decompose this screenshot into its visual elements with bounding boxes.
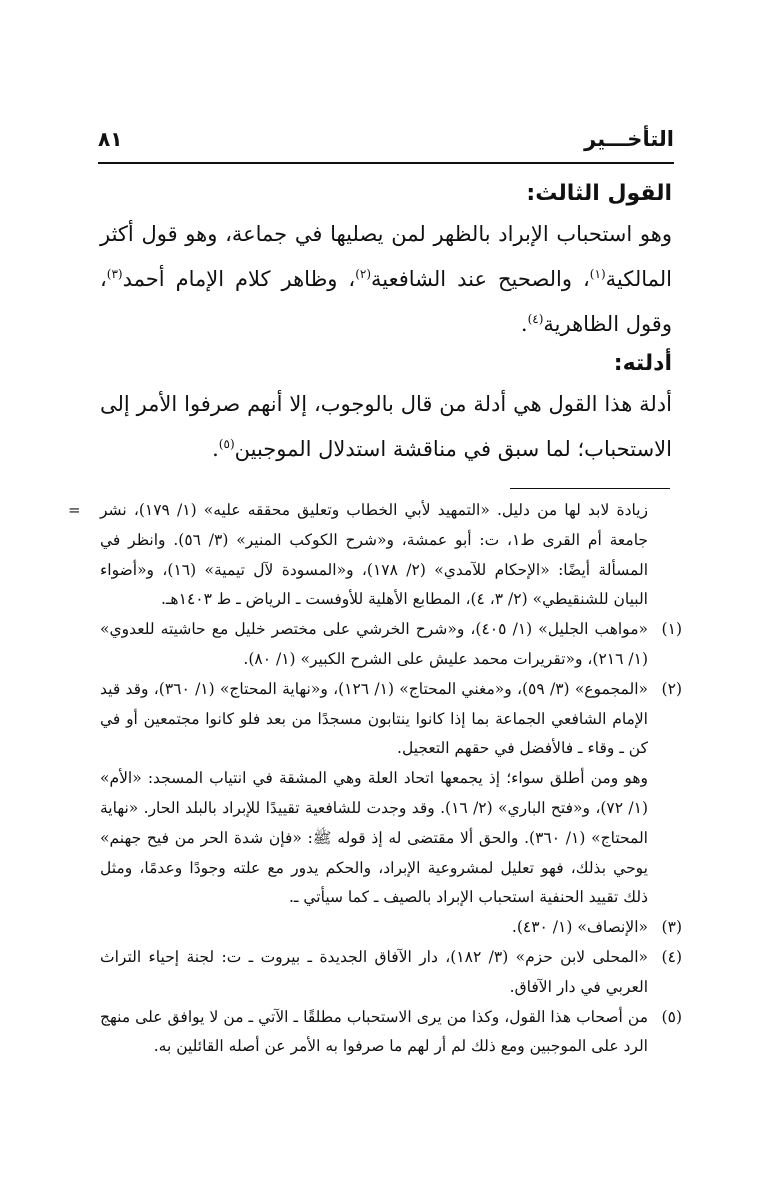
footnote-text: من أصحاب هذا القول، وكذا من يرى الاستحباب مطلقًا ـ الآتي ـ من لا يوافق على منهج الرد على الموجبين ومع ذلك لم أر لهم ما صرفوا به الأمر عن أصله القائلين به. [100, 1007, 648, 1056]
paragraph-text: أدلة هذا القول هي أدلة من قال بالوجوب، إلا أنهم صرفوا الأمر إلى الاستحباب؛ لما سبق في مناقشة استدلال الموجبين [100, 392, 672, 461]
header-divider [98, 162, 674, 164]
footnote-number: (٤) [661, 947, 682, 966]
paragraph-text: . [212, 437, 219, 461]
continuation-mark: = [68, 501, 81, 519]
footnote-text: «مواهب الجليل» (١/ ٤٠٥)، و«شرح الخرشي على مختصر خليل مع حاشيته للعدوي» (١/ ٢١٦)، و«تقريرات محمد عليش على الشرح الكبير» (١/ ٨٠). [100, 620, 648, 668]
footnote-1 [100, 615, 682, 675]
paragraph-text: ، والصحيح عند الشافعية [371, 267, 590, 291]
footnote-ref: (٢) [355, 267, 372, 281]
section-heading: القول الثالث: [526, 181, 672, 206]
footnote-text: «المحلى لابن حزم» (٣/ ١٨٢)، دار الآفاق الجديدة ـ بيروت ـ ت: لجنة إحياء التراث العربي في دار الآفاق. [100, 947, 648, 996]
evidence-heading: أدلته: [613, 351, 672, 376]
footnotes [68, 496, 682, 1062]
paragraph-evidence [100, 384, 672, 469]
footnote-number: (٥) [661, 1007, 682, 1026]
paragraph-text: ، وظاهر كلام الإمام أحمد [122, 267, 356, 291]
footnote-number: (٢) [661, 679, 682, 698]
running-header [98, 125, 674, 159]
footnote-ref: (٥) [218, 437, 235, 451]
paragraph-opinion [100, 214, 672, 344]
footnote-5 [100, 1003, 682, 1063]
main-text [100, 174, 672, 469]
footnote-ref: (٤) [527, 312, 544, 326]
footnote-4 [100, 943, 682, 1003]
footnote-continuation [68, 496, 678, 615]
footnote-number: (٣) [661, 918, 682, 937]
footnote-2-continued [100, 764, 678, 913]
footnote-text: وهو ومن أطلق سواء؛ إذ يجمعها اتحاد العلة وهي المشقة في انتياب المسجد: «الأم» (١/ ٧٢)، و«فتح الباري» (٢/ ١٦). وقد وجدت للشافعية تقييدًا للإبراد بالبلد الحار. «نهاية المحتاج» (١/ ٣٦٠). والحق ألا مقتضى له إذ قوله ﷺ: «فإن شدة الحر من فيح جهنم» يوحي بذلك، فهو تعليل لمشروعية الإبراد، والحكم يدور مع علته وجودًا وعدمًا، ومثل ذلك تقييد الحنفية استحباب الإبراد بالصيف ـ كما سيأتي ـ. [100, 769, 648, 907]
footnote-2 [100, 675, 682, 764]
paragraph-text: . [520, 312, 528, 336]
page-number: ٨١ [98, 127, 123, 151]
paragraph-text: ، وقول الظاهرية [100, 267, 672, 336]
footnote-text: «الإنصاف» (١/ ٤٣٠). [511, 918, 648, 937]
footnote-text: زيادة لابد لها من دليل. «التمهيد لأبي الخطاب وتعليق محققه عليه» (١/ ١٧٩)، نشر جامعة أم القرى ط١، ت: أبو عمشة، و«شرح الكوكب المنير» (٣/ ٥٦). وانظر في المسألة أيضًا: «الإحكام للآمدي» (٢/ ١٧٨)، و«المسودة لآل تيمية» (١٦)، و«أضواء البيان للشنقيطي» (٢/ ٣، ٤)، المطابع الأهلية للأوفست ـ الرياض ـ ط ١٤٠٣هـ. [100, 501, 649, 609]
chapter-title: التأخـــير [584, 127, 674, 151]
footnote-divider [510, 488, 670, 489]
footnote-text: «المجموع» (٣/ ٥٩)، و«مغني المحتاج» (١/ ١٢٦)، و«نهاية المحتاج» (١/ ٣٦٠)، وقد قيد الإمام الشافعي الجماعة بما إذا كانوا ينتابون مسجدًا من بعد فلو كانوا مجتمعين أو في كن ـ وقاء ـ فالأفضل في حقهم التعجيل. [100, 679, 648, 758]
paragraph-text: وهو استحباب الإبراد بالظهر لمن يصليها في جماعة، وهو قول أكثر المالكية [100, 222, 672, 291]
footnote-ref: (٣) [106, 267, 123, 281]
footnote-number: (١) [661, 620, 682, 639]
footnote-3 [100, 913, 682, 943]
footnote-ref: (١) [589, 267, 606, 281]
